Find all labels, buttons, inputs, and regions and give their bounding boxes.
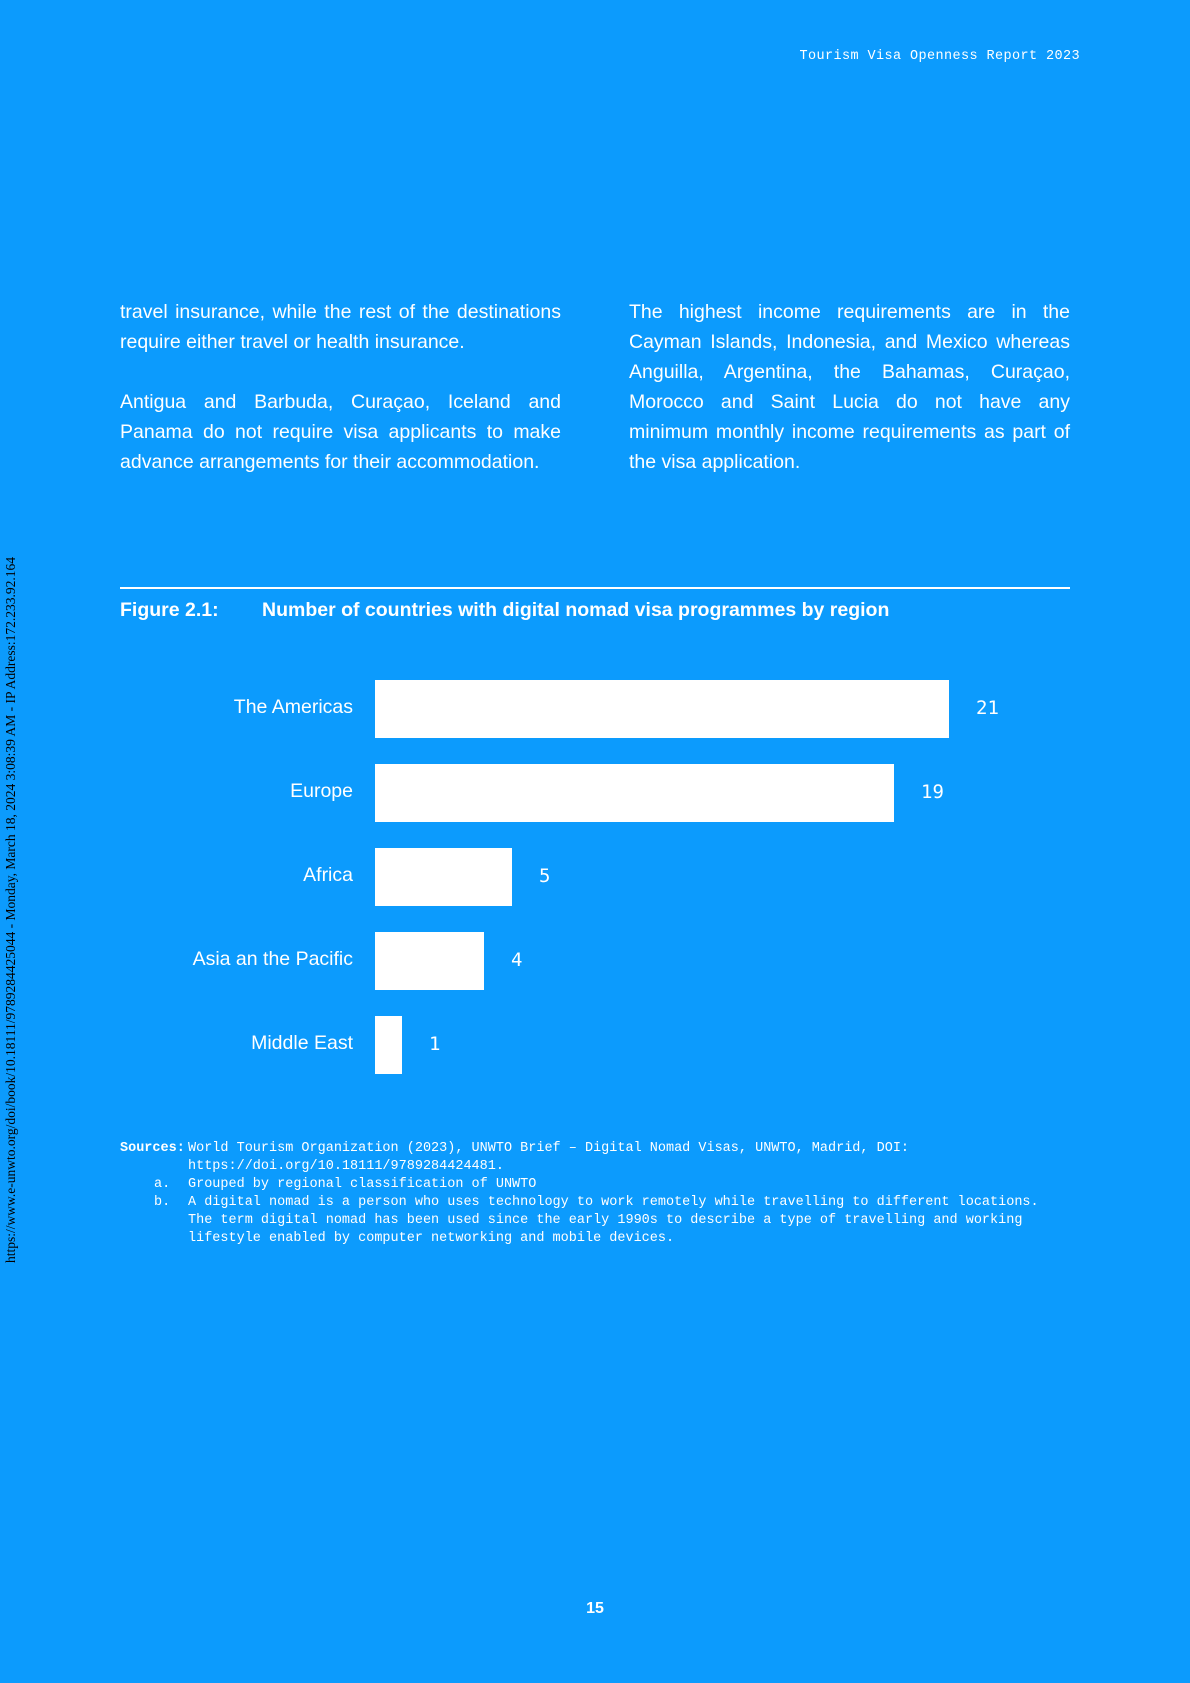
figure-title: Number of countries with digital nomad visa programmes by region bbox=[262, 599, 890, 621]
note-b-text: A digital nomad is a person who uses technology to work remotely while travelling to different locations. The term digital nomad has been used since the early 1990s to describe a type of travelling and working lifestyle enabled by computer networking and mobile devices. bbox=[188, 1195, 1039, 1246]
side-access-stamp: https://www.e-unwto.org/doi/book/10.18111/9789284425044 - Monday, March 18, 2024 3:08:39 AM - IP Address:172.233.92.164 bbox=[3, 557, 18, 1263]
note-a-mark: a. bbox=[154, 1177, 171, 1192]
right-paragraph-1: The highest income requirements are in the Cayman Islands, Indonesia, and Mexico whereas Anguilla, Argentina, the Bahamas, Curaçao, Morocco and Saint Lucia do not have any minimum monthly income requirements as part of the visa application. bbox=[629, 301, 1070, 473]
data-label: 5 bbox=[539, 865, 551, 887]
category-label: Asia an the Pacific bbox=[192, 948, 353, 970]
sources-text: World Tourism Organization (2023), UNWTO Brief – Digital Nomad Visas, UNWTO, Madrid, DOI: https://doi.org/10.18111/9789284424481. bbox=[188, 1141, 910, 1174]
bar bbox=[375, 848, 512, 906]
note-a-text: Grouped by regional classification of UNWTO bbox=[188, 1177, 537, 1192]
category-label: Africa bbox=[303, 864, 353, 886]
sources-lead: Sources: bbox=[120, 1141, 185, 1156]
category-label: Europe bbox=[290, 780, 353, 802]
figure-label: Figure 2.1: bbox=[120, 599, 219, 621]
bar bbox=[375, 1016, 402, 1074]
bar bbox=[375, 764, 894, 822]
data-label: 4 bbox=[511, 949, 523, 971]
sources-block bbox=[120, 1140, 1070, 1248]
report-header-title: Tourism Visa Openness Report 2023 bbox=[799, 49, 1080, 64]
data-label: 21 bbox=[976, 697, 999, 719]
note-b-mark: b. bbox=[154, 1195, 171, 1210]
data-label: 19 bbox=[921, 781, 944, 803]
category-label: The Americas bbox=[233, 696, 353, 718]
left-paragraph-2: Antigua and Barbuda, Curaçao, Iceland and Panama do not require visa applicants to make advance arrangements for their accommodation. bbox=[120, 391, 561, 473]
data-label: 1 bbox=[429, 1033, 441, 1055]
bar bbox=[375, 680, 949, 738]
category-label: Middle East bbox=[251, 1032, 353, 1054]
page-number: 15 bbox=[586, 1600, 604, 1617]
left-paragraph-1: travel insurance, while the rest of the destinations require either travel or health insurance. bbox=[120, 301, 561, 353]
bar bbox=[375, 932, 484, 990]
